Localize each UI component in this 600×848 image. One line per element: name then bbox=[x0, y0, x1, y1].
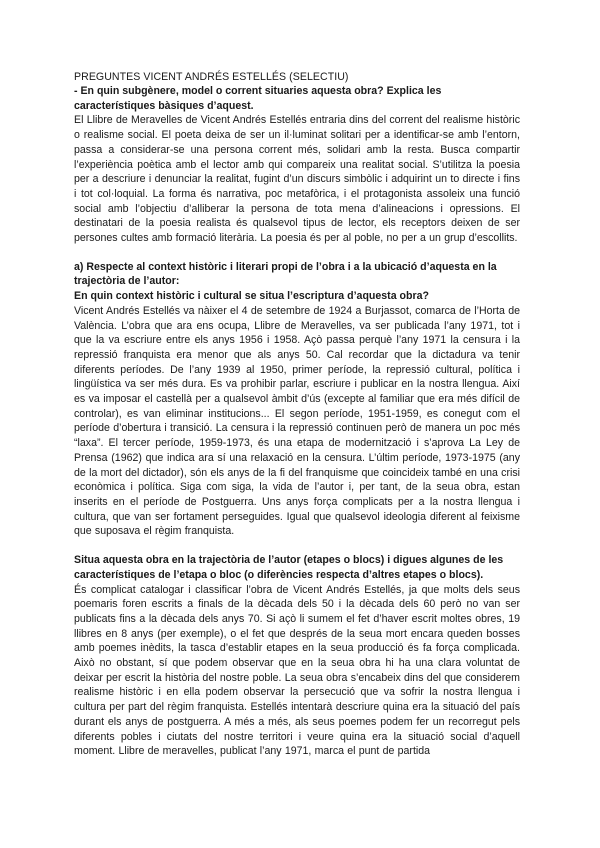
question-subheading: En quin context històric i cultural se situa l’escriptura d’aquesta obra? bbox=[74, 290, 429, 303]
document-title: PREGUNTES VICENT ANDRÉS ESTELLÉS (SELECTIU) bbox=[74, 71, 349, 83]
answer-paragraph: És complicat catalogar i classificar l’obra de Vicent Andrés Estellés, ja que molts dels seus poemaris foren escrits a finals de la dècada dels 50 i la dècada dels 60 però no van ser publicats fins a la dècada dels anys 70. Si açò li sumem el fet d’haver escrit moltes obres, 19 llibres en 8 anys (per exemple), o el fet que després de la seua mort encara queden bosses amb poemes inèdits, la tasca d’establir etapes en la seua producció és fa força complicada. Això no obstant, sí que podem observar que en la seua obra hi ha una clara voluntat de deixar per escrit la història del nostre poble. La seua obra s’encabeix dins del que considerem realisme històric i en ella podem observar la persecució que va sofrir la nostra llengua i cultura per part del règim franquista. Estellés intentarà descriure quina era la situació del país durant els anys de postguerra. A més a més, als seus poemes podem fer un recorregut pels diferents pobles i ciutats del nostre territori i veure quina era la situació social d’aquell moment. Llibre de meravelles, publicat l’any 1971, marca el punt de partida bbox=[74, 583, 520, 758]
answer-paragraph: Vicent Andrés Estellés va nàixer el 4 de setembre de 1924 a Burjassot, comarca de l’Horta de València. L’obra que ara ens ocupa, Llibre de Meravelles, va ser publicada l’any 1971, tot i que la va escriure entre els anys 1956 i 1958. Açò passa perquè l’any 1971 la censura i la repressió franquista era menor que als anys 50. Cal recordar que la dictadura va tenir diferents períodes. De l’any 1939 al 1950, primer període, la repressió cultural, política i lingüística va ser més dura. Es va prohibir parlar, escriure i publicar en la nostra llengua. Així es va imposar el castellà per a qualsevol àmbit d’ús (excepte al familiar que era més difícil de controlar), es van eliminar institucions... El segon període, 1951-1959, es conegut com el període d’obertura i transició. La censura i la repressió continuen però de manera un poc més “laxa”. El tercer període, 1959-1973, és una etapa de modernització i s’aprova La Ley de Prensa (1962) que indica ara sí una relaxació en la censura. L’últim període, 1973-1975 (any de la mort del dictador), són els anys de la fi del franquisme que coincideix també en una crisi econòmica i política. Siga com siga, la vida de l’autor i, per tant, de la seua obra, estan inserits en el període de Postguerra. Uns anys força complicats per a la nostra llengua i cultura, que van ser fortament perseguides. Igual que qualsevol ideologia diferent al feixisme que suposava el règim franquista. bbox=[74, 304, 520, 538]
question-heading: Situa aquesta obra en la trajectòria de l’autor (etapes o blocs) i digues algunes de les característiques de l’etapa o bloc (o diferències respecta d’altres etapes o blocs). bbox=[74, 554, 504, 581]
question-heading: - En quin subgènere, model o corrent situaries aquesta obra? Explica les característiques bàsiques d’aquest. bbox=[74, 85, 442, 112]
question-heading: a) Respecte al context històric i literari propi de l’obra i a la ubicació d’aquesta en la trajectòria de l’autor: bbox=[74, 260, 497, 288]
section-context bbox=[74, 260, 520, 539]
section-subgenre bbox=[74, 84, 520, 246]
section-trajectory bbox=[74, 553, 520, 759]
answer-paragraph: El Llibre de Meravelles de Vicent Andrés Estellés entraria dins del corrent del realisme històric o realisme social. El poeta deixa de ser un il·luminat solitari per a identificar-se amb l’entorn, passa a considerar-se una persona corrent més, solidari amb la resta. Busca compartir l’experiència poètica amb el lector amb qui compareix una realitat social. S’utilitza la poesia per a descriure i denunciar la realitat, fugint d’un discurs simbòlic i adquirint un to directe i fins i tot col·loquial. La forma és narrativa, poc metafòrica, i el protagonista assoleix una funció social amb l’objectiu d’alliberar la persona de tota mena d’alineacions i opressions. El destinatari de la poesia realista és qualsevol tipus de lector, els receptors deixen de ser persones cultes amb formació literària. La poesia és per al poble, no per a un grup d’escollits. bbox=[74, 114, 520, 245]
